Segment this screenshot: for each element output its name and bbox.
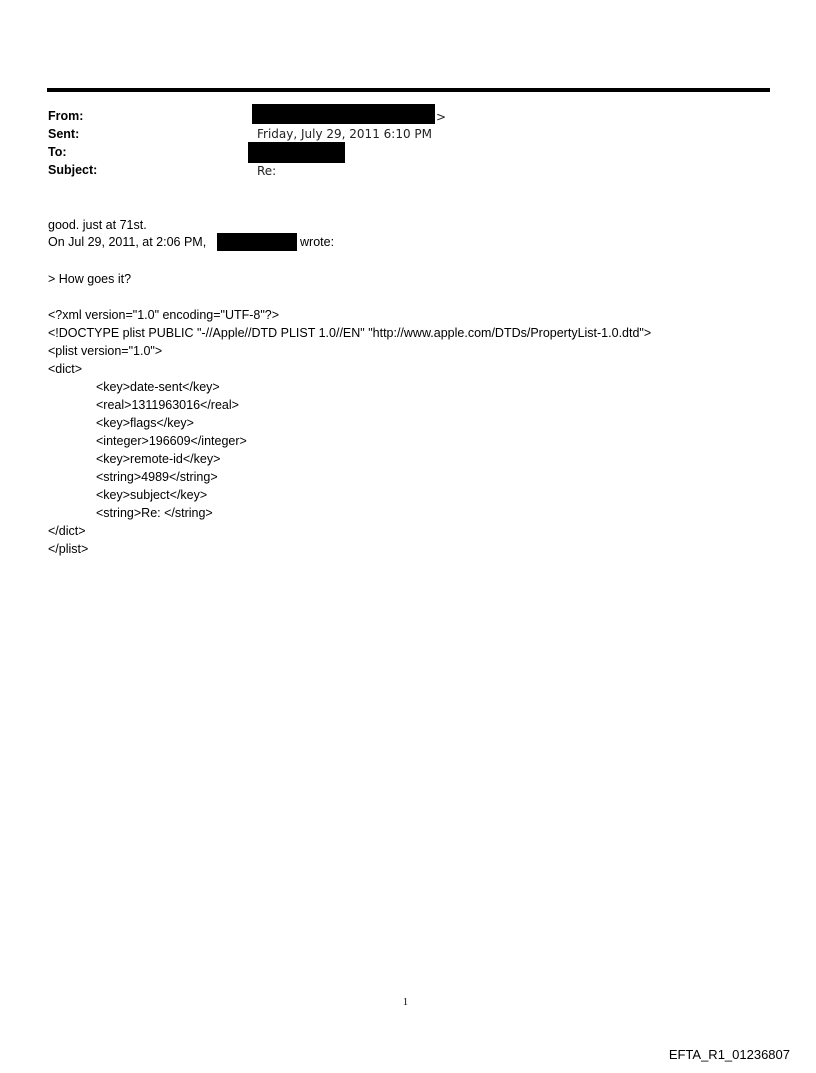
xml-line: <key>remote-id</key> — [96, 452, 221, 466]
from-suffix: > — [436, 110, 447, 124]
xml-line: <integer>196609</integer> — [96, 434, 247, 448]
to-redaction — [248, 142, 345, 163]
xml-line: <string>Re: </string> — [96, 506, 213, 520]
from-redaction — [252, 104, 435, 124]
xml-line: <!DOCTYPE plist PUBLIC "-//Apple//DTD PLIST 1.0//EN" "http://www.apple.com/DTDs/PropertyList-1.0.dtd"> — [48, 326, 652, 340]
sender-redaction — [217, 233, 297, 251]
xml-line: </dict> — [48, 524, 86, 538]
xml-line: <key>subject</key> — [96, 488, 208, 502]
xml-line: <?xml version="1.0" encoding="UTF-8"?> — [48, 308, 280, 322]
xml-line: <string>4989</string> — [96, 470, 218, 484]
xml-line: <real>1311963016</real> — [96, 398, 239, 412]
quote-intro-suffix: wrote: — [300, 235, 335, 249]
to-label: To: — [48, 145, 67, 159]
xml-line: <key>flags</key> — [96, 416, 194, 430]
xml-line: <key>date-sent</key> — [96, 380, 220, 394]
subject-label: Subject: — [48, 163, 98, 177]
subject-value: Re: — [257, 164, 277, 178]
sent-label: Sent: — [48, 127, 80, 141]
xml-line: </plist> — [48, 542, 89, 556]
from-label: From: — [48, 109, 84, 123]
header-rule — [47, 88, 770, 92]
quote-intro-prefix: On Jul 29, 2011, at 2:06 PM, — [48, 235, 207, 249]
quoted-line: > How goes it? — [48, 272, 132, 286]
reply-line: good. just at 71st. — [48, 218, 147, 232]
xml-line: <plist version="1.0"> — [48, 344, 163, 358]
page-number: 1 — [403, 997, 408, 1008]
sent-value: Friday, July 29, 2011 6:10 PM — [257, 127, 432, 141]
bates-number: EFTA_R1_01236807 — [668, 1047, 790, 1062]
xml-line: <dict> — [48, 362, 83, 376]
